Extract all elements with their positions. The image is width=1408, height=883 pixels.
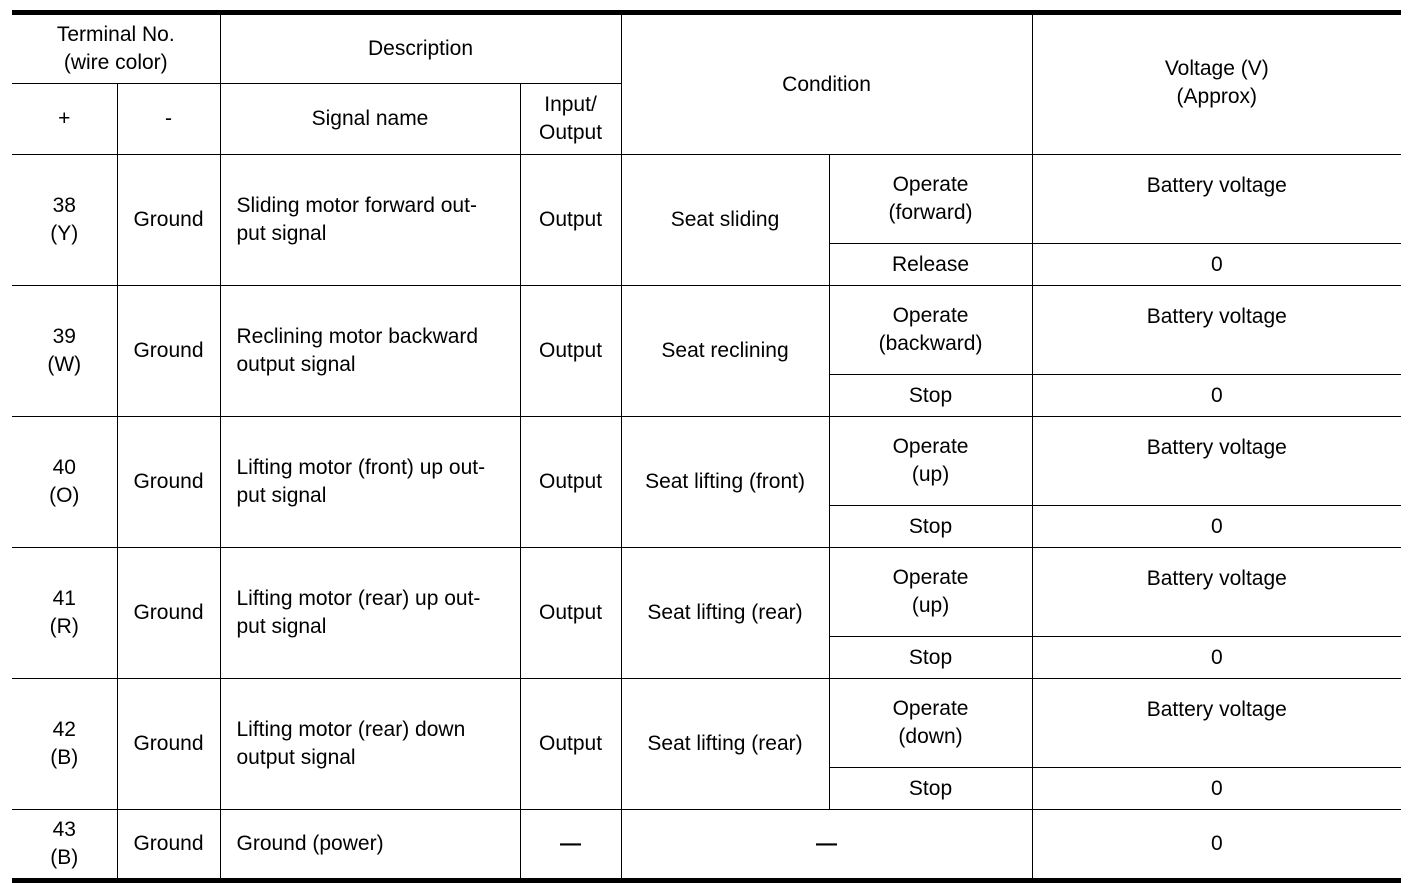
- voltage-cell: Battery voltage: [1032, 155, 1401, 244]
- header-row-1: [12, 13, 1401, 84]
- ground-cell: Ground: [117, 155, 220, 286]
- io-cell: Output: [520, 286, 621, 417]
- table-row: [12, 548, 1401, 637]
- table-row: [12, 679, 1401, 768]
- condition-cell: Seat reclining: [621, 286, 829, 417]
- header-io: Input/ Output: [520, 84, 621, 155]
- header-terminal: Terminal No. (wire color): [12, 13, 220, 84]
- voltage-cell: 0: [1032, 810, 1401, 881]
- condition-cell: Seat lifting (front): [621, 417, 829, 548]
- condition-cell: —: [621, 810, 1032, 881]
- condition-state-cell: Operate (forward): [829, 155, 1032, 244]
- io-cell: —: [520, 810, 621, 881]
- io-cell: Output: [520, 548, 621, 679]
- ground-cell: Ground: [117, 286, 220, 417]
- voltage-cell: Battery voltage: [1032, 679, 1401, 768]
- terminal-cell: 43 (B): [12, 810, 117, 881]
- voltage-cell: 0: [1032, 506, 1401, 548]
- voltage-cell: Battery voltage: [1032, 548, 1401, 637]
- condition-cell: Seat sliding: [621, 155, 829, 286]
- condition-state-cell: Release: [829, 244, 1032, 286]
- condition-cell: Seat lifting (rear): [621, 679, 829, 810]
- io-cell: Output: [520, 155, 621, 286]
- ground-cell: Ground: [117, 679, 220, 810]
- condition-state-cell: Stop: [829, 506, 1032, 548]
- terminal-cell: 41 (R): [12, 548, 117, 679]
- terminal-table-container: [12, 10, 1401, 883]
- voltage-cell: Battery voltage: [1032, 417, 1401, 506]
- voltage-cell: Battery voltage: [1032, 286, 1401, 375]
- signal-name-cell: Reclining motor backward output signal: [220, 286, 520, 417]
- condition-state-cell: Operate (down): [829, 679, 1032, 768]
- header-voltage: Voltage (V) (Approx): [1032, 13, 1401, 155]
- terminal-cell: 40 (O): [12, 417, 117, 548]
- terminal-cell: 39 (W): [12, 286, 117, 417]
- signal-name-cell: Lifting motor (rear) up out- put signal: [220, 548, 520, 679]
- header-signal-name: Signal name: [220, 84, 520, 155]
- table-row: [12, 286, 1401, 375]
- ground-cell: Ground: [117, 810, 220, 881]
- condition-state-cell: Stop: [829, 768, 1032, 810]
- ground-cell: Ground: [117, 417, 220, 548]
- condition-state-cell: Operate (up): [829, 417, 1032, 506]
- header-minus: -: [117, 84, 220, 155]
- terminal-cell: 38 (Y): [12, 155, 117, 286]
- terminal-table: [12, 10, 1401, 883]
- io-cell: Output: [520, 679, 621, 810]
- signal-name-cell: Sliding motor forward out- put signal: [220, 155, 520, 286]
- signal-name-cell: Lifting motor (rear) down output signal: [220, 679, 520, 810]
- signal-name-cell: Ground (power): [220, 810, 520, 881]
- table-row: [12, 155, 1401, 244]
- voltage-cell: 0: [1032, 375, 1401, 417]
- voltage-cell: 0: [1032, 244, 1401, 286]
- io-cell: Output: [520, 417, 621, 548]
- signal-name-cell: Lifting motor (front) up out- put signal: [220, 417, 520, 548]
- condition-cell: Seat lifting (rear): [621, 548, 829, 679]
- table-row: [12, 810, 1401, 881]
- terminal-cell: 42 (B): [12, 679, 117, 810]
- header-condition: Condition: [621, 13, 1032, 155]
- table-row: [12, 417, 1401, 506]
- header-plus: +: [12, 84, 117, 155]
- voltage-cell: 0: [1032, 768, 1401, 810]
- header-description: Description: [220, 13, 621, 84]
- condition-state-cell: Operate (backward): [829, 286, 1032, 375]
- condition-state-cell: Stop: [829, 637, 1032, 679]
- condition-state-cell: Operate (up): [829, 548, 1032, 637]
- voltage-cell: 0: [1032, 637, 1401, 679]
- condition-state-cell: Stop: [829, 375, 1032, 417]
- ground-cell: Ground: [117, 548, 220, 679]
